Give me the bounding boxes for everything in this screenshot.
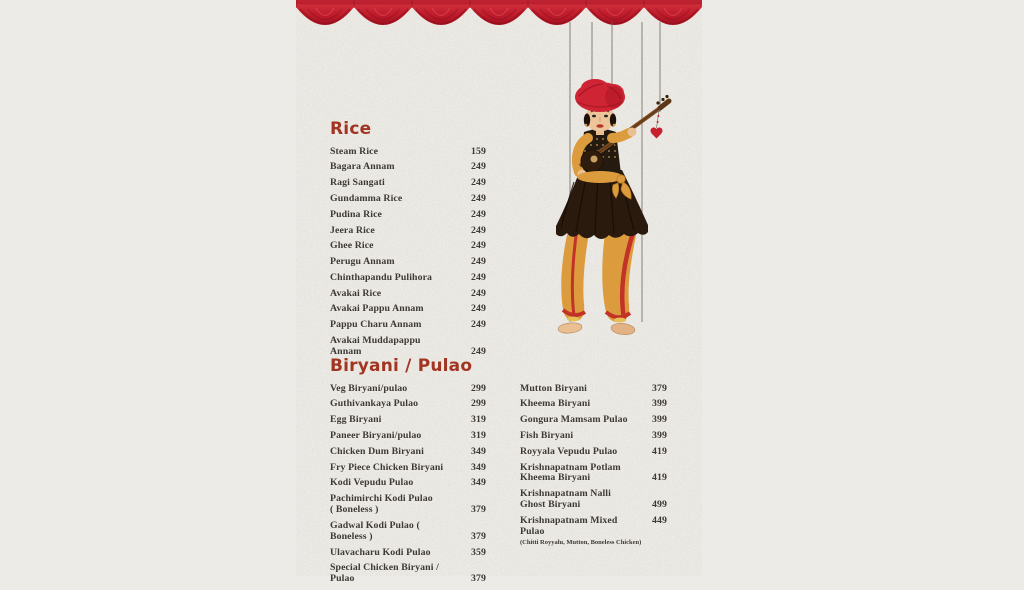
menu-item-row: [520, 447, 667, 458]
menu-item-row: [330, 336, 486, 358]
menu-item-row: [330, 320, 486, 331]
menu-column-biryani-right: [520, 384, 667, 590]
menu-item-name: Avakai Rice: [330, 287, 382, 299]
menu-item-row: [330, 563, 486, 585]
menu-item-price: 319: [471, 429, 486, 441]
menu-item-price: 299: [471, 398, 486, 410]
turban-icon: [575, 79, 625, 112]
menu-item-name: Krishnapatnam Mixed Pulao (Chitti Royyalu, Mutton, Boneless Chicken): [520, 514, 642, 546]
menu-item-row: [330, 178, 486, 189]
menu-item-price: 249: [471, 192, 486, 204]
string-puppet-icon: [546, 22, 676, 352]
menu-item-name: Pappu Charu Annam: [330, 319, 422, 331]
menu-item-row: [330, 415, 486, 426]
menu-item-price: 249: [471, 256, 486, 268]
menu-item-price: 399: [652, 414, 667, 426]
menu-item-row: [330, 399, 486, 410]
menu-item-name: Royyala Vepudu Pulao: [520, 445, 618, 457]
menu-item-row: [330, 194, 486, 205]
menu-item-price: 399: [652, 398, 667, 410]
menu-item-row: [520, 431, 667, 442]
menu-item-price: 349: [471, 445, 486, 457]
menu-item-name: Kodi Vepudu Pulao: [330, 477, 414, 489]
menu-item-row: [330, 521, 486, 543]
menu-item-name: Special Chicken Biryani / Pulao: [330, 562, 439, 585]
menu-item-row: [330, 226, 486, 237]
menu-column-biryani-left: [330, 384, 486, 590]
menu-item-name: Avakai Muddapappu Annam: [330, 334, 421, 357]
menu-item-name: Perugu Annam: [330, 256, 395, 268]
menu-item-price: 299: [471, 382, 486, 394]
menu-item-price: 399: [652, 429, 667, 441]
menu-item-price: 249: [471, 319, 486, 331]
menu-item-price: 249: [471, 287, 486, 299]
menu-item-price: 379: [471, 530, 486, 542]
menu-item-price: 349: [471, 477, 486, 489]
section-title-rice: Rice: [330, 119, 372, 139]
menu-item-price: 249: [471, 303, 486, 315]
menu-item-row: [330, 431, 486, 442]
menu-item-row: [520, 516, 667, 547]
menu-item-name: Pudina Rice: [330, 208, 382, 220]
menu-item-price: 359: [471, 546, 486, 558]
menu-item-price: 379: [652, 382, 667, 394]
menu-item-price: 499: [652, 499, 667, 511]
menu-section-biryani-pulao: [330, 357, 671, 590]
menu-item-row: [330, 241, 486, 252]
menu-item-row: [520, 384, 667, 395]
menu-item-name: Krishnapatnam Nalli Ghost Biryani: [520, 488, 611, 511]
menu-item-price: 379: [471, 504, 486, 516]
menu-item-name: Jeera Rice: [330, 224, 375, 236]
menu-item-price: 249: [471, 161, 486, 173]
menu-item-row: [330, 384, 486, 395]
menu-item-price: 249: [471, 177, 486, 189]
menu-item-name: Egg Biryani: [330, 414, 382, 426]
menu-item-name: Avakai Pappu Annam: [330, 303, 424, 315]
menu-item-row: [520, 415, 667, 426]
menu-item-name: Guthivankaya Pulao: [330, 398, 419, 410]
menu-item-name: Chicken Dum Biryani: [330, 445, 424, 457]
menu-item-price: 319: [471, 414, 486, 426]
menu-item-price: 419: [652, 445, 667, 457]
menu-item-price: 349: [471, 461, 486, 473]
menu-item-name: Ghee Rice: [330, 240, 374, 252]
menu-item-row: [330, 162, 486, 173]
menu-item-price: 249: [471, 345, 486, 357]
menu-section-rice: [330, 120, 486, 363]
menu-item-name: Steam Rice: [330, 145, 379, 157]
menu-item-name: Gadwal Kodi Pulao ( Boneless ): [330, 519, 420, 542]
menu-item-name: Ragi Sangati: [330, 177, 385, 189]
menu-item-row: [330, 210, 486, 221]
menu-item-name: Gongura Mamsam Pulao: [520, 414, 628, 426]
menu-item-name: Fish Biryani: [520, 429, 574, 441]
section-title-biryani-pulao: Biryani / Pulao: [330, 356, 473, 376]
menu-item-name: Fry Piece Chicken Biryani: [330, 461, 444, 473]
menu-item-row: [330, 548, 486, 559]
menu-column-rice: [330, 147, 486, 363]
menu-item-row: [330, 289, 486, 300]
menu-item-price: 379: [471, 573, 486, 585]
menu-item-price: 249: [471, 271, 486, 283]
menu-item-price: 159: [471, 145, 486, 157]
menu-item-name: Veg Biryani/pulao: [330, 382, 408, 394]
menu-item-row: [520, 399, 667, 410]
menu-item-row: [330, 447, 486, 458]
menu-item-row: [330, 304, 486, 315]
menu-item-name: Gundamma Rice: [330, 192, 403, 204]
menu-item-name: Bagara Annam: [330, 161, 395, 173]
menu-item-price: 249: [471, 208, 486, 220]
menu-item-row: [330, 257, 486, 268]
menu-item-name: Krishnapatnam Potlam Kheema Biryani: [520, 461, 621, 484]
menu-item-row: [330, 463, 486, 474]
menu-item-name: Pachimirchi Kodi Pulao ( Boneless ): [330, 493, 433, 516]
menu-item-row: [330, 478, 486, 489]
menu-page: [296, 0, 702, 585]
menu-item-name: Mutton Biryani: [520, 382, 587, 394]
menu-item-price: 419: [652, 472, 667, 484]
menu-item-price: 449: [652, 514, 667, 526]
menu-item-note: (Chitti Royyalu, Mutton, Boneless Chicken): [520, 538, 642, 546]
menu-item-row: [520, 463, 667, 485]
menu-item-name: Chinthapandu Pulihora: [330, 271, 433, 283]
menu-item-name: Kheema Biryani: [520, 398, 591, 410]
menu-item-price: 249: [471, 240, 486, 252]
menu-item-name: Ulavacharu Kodi Pulao: [330, 546, 431, 558]
menu-item-row: [330, 273, 486, 284]
menu-item-row: [330, 147, 486, 158]
menu-item-name: Paneer Biryani/pulao: [330, 429, 422, 441]
menu-item-row: [520, 489, 667, 511]
menu-item-price: 249: [471, 224, 486, 236]
menu-item-row: [330, 494, 486, 516]
